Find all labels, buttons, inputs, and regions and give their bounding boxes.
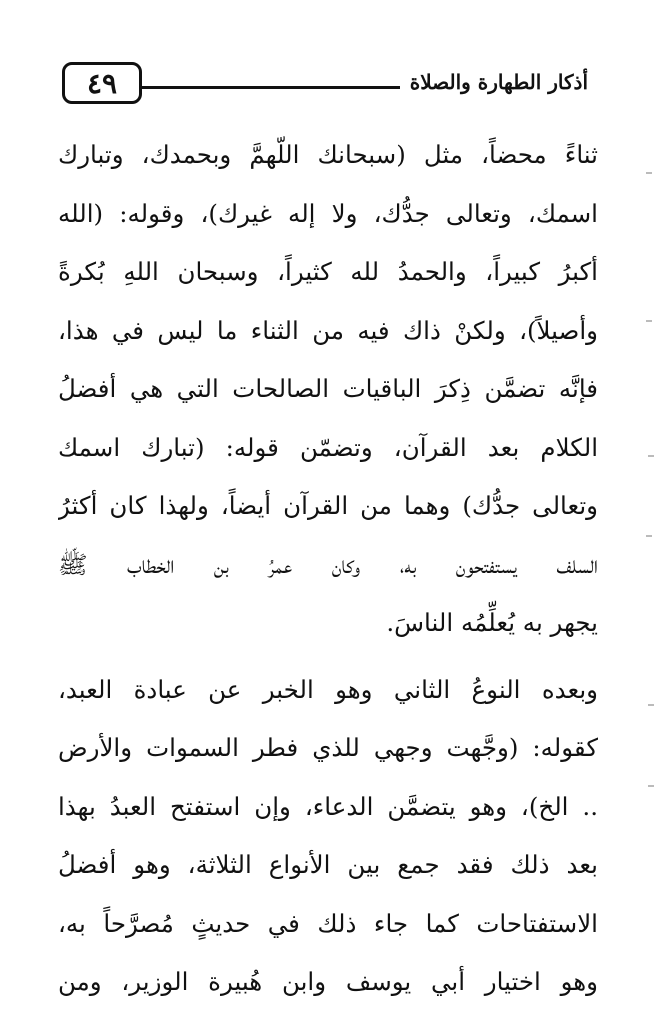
page-header [0, 0, 658, 120]
paragraph-gap [58, 653, 598, 661]
text-line: أكبرُ كبيراً، والحمدُ لله كثيراً، وسبحان اللهِ بُكرةً [58, 257, 598, 286]
margin-mark [648, 785, 654, 787]
text-line: كقوله: (وجَّهت وجهي للذي فطر السموات والأرض [58, 733, 598, 762]
text-line: وتعالى جدُّك) وهما من القرآن أيضاً، ولهذا كان أكثرُ [58, 491, 598, 520]
text-line: وأصيلاً)، ولكنْ ذاك فيه من الثناء ما ليس في هذا، [58, 315, 598, 345]
text-line: فإنَّه تضمَّن ذِكرَ الباقيات الصالحات التي هي أفضلُ [58, 374, 598, 403]
header-rule [142, 86, 400, 89]
margin-mark [646, 535, 652, 537]
text-line: الاستفتاحات كما جاء ذلك في حديثٍ مُصرَّحاً به، [58, 908, 598, 938]
text-line: ثناءً محضاً، مثل (سبحانك اللّهمَّ وبحمدك، وتبارك [58, 140, 598, 169]
margin-mark [646, 172, 652, 174]
text-line: بعد ذلك فقد جمع بين الأنواع الثلاثة، وهو أفضلُ [58, 850, 598, 879]
text-line: الكلام بعد القرآن، وتضمّن قوله: (تبارك اسمك [58, 432, 598, 462]
paragraph [58, 126, 598, 653]
page-number-box [62, 62, 142, 104]
margin-mark [648, 704, 654, 706]
margin-mark [648, 455, 654, 457]
text-line: يجهر به يُعلِّمُه الناسَ. [386, 608, 598, 637]
margin-mark [646, 320, 652, 322]
paragraph [58, 661, 598, 1012]
text-line: السلف يستفتحون به، وكان عمرُ بن الخطاب ﷺ [58, 549, 598, 579]
body-text [58, 126, 598, 1012]
text-line: اسمك، وتعالى جدُّك، ولا إله غيرك)، وقوله: (الله [58, 198, 598, 228]
text-line: وبعده النوعُ الثاني وهو الخبر عن عبادة العبد، [58, 674, 598, 704]
text-line: .. الخ)، وهو يتضمَّن الدعاء، وإن استفتح العبدُ بهذا [58, 791, 598, 821]
page-number: ٤٩ [86, 66, 118, 100]
running-title: أذكار الطهارة والصلاة [409, 70, 588, 94]
text-line: وهو اختيار أبي يوسف وابن هُبيرة الوزير، ومن [58, 967, 598, 996]
